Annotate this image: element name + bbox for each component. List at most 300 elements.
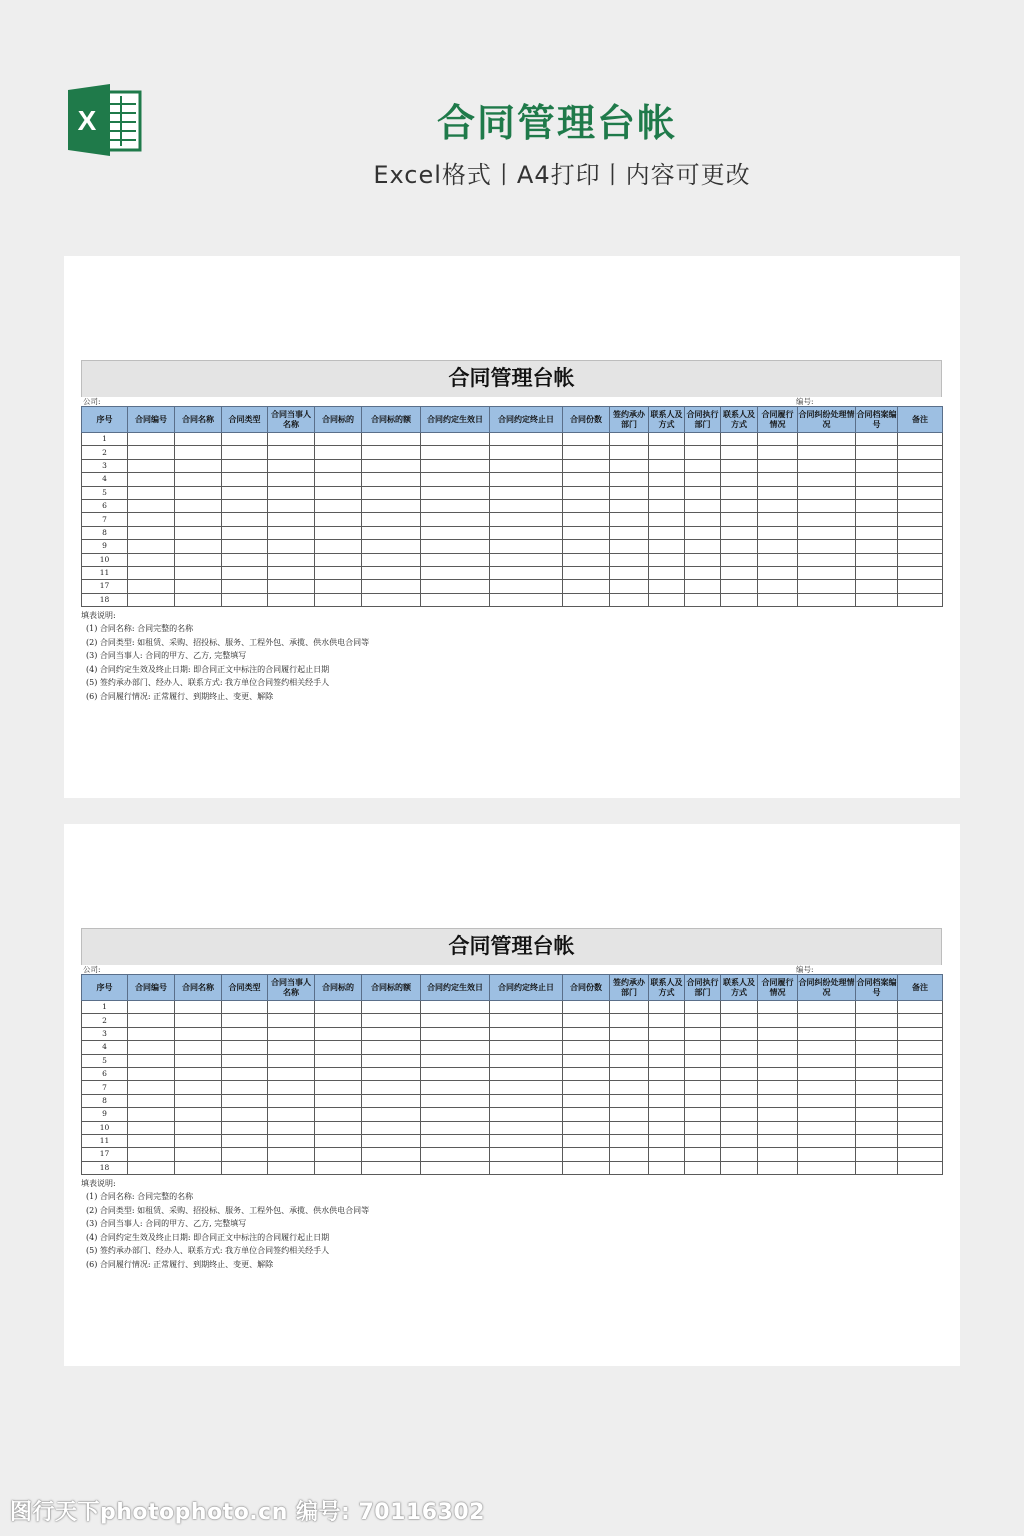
table-cell[interactable] (685, 1134, 721, 1147)
table-cell[interactable] (721, 1108, 758, 1121)
table-cell[interactable] (315, 446, 362, 459)
table-cell[interactable] (362, 1094, 421, 1107)
table-cell[interactable] (421, 433, 490, 446)
table-cell[interactable] (649, 1094, 685, 1107)
table-cell[interactable] (421, 1027, 490, 1040)
table-cell[interactable] (563, 513, 610, 526)
table-cell[interactable] (490, 446, 563, 459)
table-cell[interactable] (175, 433, 222, 446)
table-cell[interactable] (175, 1027, 222, 1040)
table-cell[interactable] (421, 1081, 490, 1094)
table-cell[interactable] (315, 553, 362, 566)
table-cell[interactable] (649, 473, 685, 486)
table-cell[interactable] (362, 593, 421, 606)
table-cell[interactable] (798, 1081, 856, 1094)
table-cell[interactable] (421, 553, 490, 566)
table-cell[interactable] (898, 526, 943, 539)
table-cell[interactable] (222, 1001, 268, 1014)
table-cell[interactable] (856, 1134, 898, 1147)
table-cell[interactable] (362, 1108, 421, 1121)
table-cell[interactable] (490, 1161, 563, 1174)
table-cell[interactable] (610, 513, 649, 526)
table-cell[interactable] (649, 1108, 685, 1121)
table-cell[interactable] (649, 526, 685, 539)
table-cell[interactable] (856, 1027, 898, 1040)
table-cell[interactable] (685, 566, 721, 579)
table-cell[interactable] (758, 540, 798, 553)
table-cell[interactable] (315, 513, 362, 526)
table-cell[interactable] (898, 499, 943, 512)
table-cell[interactable] (798, 526, 856, 539)
table-cell[interactable] (362, 499, 421, 512)
table-cell[interactable] (490, 1148, 563, 1161)
table-cell[interactable] (175, 1134, 222, 1147)
table-cell[interactable] (268, 580, 315, 593)
table-cell[interactable] (610, 1148, 649, 1161)
table-cell[interactable] (563, 486, 610, 499)
table-cell[interactable] (315, 1067, 362, 1080)
table-cell[interactable] (721, 1121, 758, 1134)
table-cell[interactable] (898, 1001, 943, 1014)
table-cell[interactable] (898, 1041, 943, 1054)
table-cell[interactable] (685, 1067, 721, 1080)
table-cell[interactable] (685, 580, 721, 593)
table-cell[interactable] (268, 540, 315, 553)
table-cell[interactable] (128, 540, 175, 553)
table-cell[interactable] (610, 433, 649, 446)
table-cell[interactable] (649, 580, 685, 593)
table-cell[interactable] (175, 566, 222, 579)
table-cell[interactable] (362, 459, 421, 472)
table-cell[interactable] (315, 526, 362, 539)
table-cell[interactable] (222, 1054, 268, 1067)
table-cell[interactable] (758, 593, 798, 606)
table-cell[interactable] (610, 1014, 649, 1027)
table-cell[interactable] (758, 1148, 798, 1161)
table-cell[interactable] (563, 1001, 610, 1014)
table-cell[interactable] (856, 459, 898, 472)
table-cell[interactable] (758, 1161, 798, 1174)
table-cell[interactable] (758, 1027, 798, 1040)
table-cell[interactable] (610, 1121, 649, 1134)
table-cell[interactable] (421, 1108, 490, 1121)
table-cell[interactable] (856, 433, 898, 446)
table-cell[interactable] (758, 566, 798, 579)
table-cell[interactable] (268, 1001, 315, 1014)
table-cell[interactable] (685, 486, 721, 499)
table-cell[interactable] (175, 1094, 222, 1107)
table-cell[interactable] (362, 1067, 421, 1080)
table-cell[interactable] (175, 593, 222, 606)
table-cell[interactable] (563, 446, 610, 459)
table-cell[interactable] (175, 526, 222, 539)
table-cell[interactable] (721, 1081, 758, 1094)
table-cell[interactable] (856, 1108, 898, 1121)
table-cell[interactable] (490, 1094, 563, 1107)
table-cell[interactable] (685, 1001, 721, 1014)
table-cell[interactable] (610, 1054, 649, 1067)
table-cell[interactable] (758, 446, 798, 459)
table-cell[interactable] (758, 473, 798, 486)
table-cell[interactable] (315, 1148, 362, 1161)
table-cell[interactable] (421, 499, 490, 512)
table-cell[interactable] (758, 1081, 798, 1094)
table-cell[interactable] (128, 1148, 175, 1161)
table-cell[interactable] (898, 1067, 943, 1080)
table-cell[interactable] (268, 1108, 315, 1121)
table-cell[interactable] (315, 1001, 362, 1014)
table-cell[interactable] (798, 486, 856, 499)
table-cell[interactable] (175, 1014, 222, 1027)
table-cell[interactable] (721, 1161, 758, 1174)
table-cell[interactable] (798, 459, 856, 472)
table-cell[interactable] (222, 1027, 268, 1040)
table-cell[interactable] (490, 1067, 563, 1080)
table-cell[interactable] (128, 1121, 175, 1134)
table-cell[interactable] (798, 540, 856, 553)
table-cell[interactable] (798, 1054, 856, 1067)
table-cell[interactable] (898, 433, 943, 446)
table-cell[interactable] (856, 446, 898, 459)
table-cell[interactable] (128, 473, 175, 486)
table-cell[interactable] (268, 1081, 315, 1094)
table-cell[interactable] (362, 513, 421, 526)
table-cell[interactable] (898, 553, 943, 566)
table-cell[interactable] (421, 1041, 490, 1054)
table-cell[interactable] (721, 540, 758, 553)
table-cell[interactable] (222, 526, 268, 539)
table-cell[interactable] (222, 513, 268, 526)
table-cell[interactable] (856, 1041, 898, 1054)
table-cell[interactable] (362, 433, 421, 446)
table-cell[interactable] (128, 1067, 175, 1080)
table-cell[interactable] (362, 553, 421, 566)
table-cell[interactable] (175, 1148, 222, 1161)
table-cell[interactable] (563, 473, 610, 486)
table-cell[interactable] (798, 1148, 856, 1161)
table-cell[interactable] (421, 566, 490, 579)
table-cell[interactable] (490, 1027, 563, 1040)
table-cell[interactable] (421, 1094, 490, 1107)
table-cell[interactable] (563, 1081, 610, 1094)
table-cell[interactable] (222, 540, 268, 553)
table-cell[interactable] (610, 1094, 649, 1107)
table-cell[interactable] (898, 1148, 943, 1161)
table-cell[interactable] (268, 499, 315, 512)
table-cell[interactable] (222, 580, 268, 593)
table-cell[interactable] (175, 513, 222, 526)
table-cell[interactable] (362, 1001, 421, 1014)
table-cell[interactable] (798, 446, 856, 459)
table-cell[interactable] (128, 1161, 175, 1174)
table-cell[interactable] (758, 580, 798, 593)
table-cell[interactable] (798, 580, 856, 593)
table-cell[interactable] (610, 553, 649, 566)
table-cell[interactable] (563, 1094, 610, 1107)
table-cell[interactable] (222, 499, 268, 512)
table-cell[interactable] (128, 1081, 175, 1094)
table-cell[interactable] (128, 566, 175, 579)
table-cell[interactable] (128, 526, 175, 539)
table-cell[interactable] (128, 499, 175, 512)
table-cell[interactable] (898, 1081, 943, 1094)
table-cell[interactable] (175, 1081, 222, 1094)
table-cell[interactable] (563, 526, 610, 539)
table-cell[interactable] (315, 1161, 362, 1174)
table-cell[interactable] (856, 1148, 898, 1161)
table-cell[interactable] (685, 1041, 721, 1054)
table-cell[interactable] (421, 446, 490, 459)
table-cell[interactable] (610, 1161, 649, 1174)
table-cell[interactable] (685, 1121, 721, 1134)
table-cell[interactable] (490, 433, 563, 446)
table-cell[interactable] (421, 1054, 490, 1067)
table-cell[interactable] (421, 1134, 490, 1147)
table-cell[interactable] (268, 1041, 315, 1054)
table-cell[interactable] (268, 1027, 315, 1040)
table-cell[interactable] (721, 1067, 758, 1080)
table-cell[interactable] (490, 593, 563, 606)
table-cell[interactable] (898, 1161, 943, 1174)
table-cell[interactable] (721, 1001, 758, 1014)
table-cell[interactable] (222, 1161, 268, 1174)
table-cell[interactable] (362, 1134, 421, 1147)
table-cell[interactable] (898, 446, 943, 459)
table-cell[interactable] (898, 593, 943, 606)
table-cell[interactable] (175, 553, 222, 566)
table-cell[interactable] (490, 499, 563, 512)
table-cell[interactable] (721, 513, 758, 526)
table-cell[interactable] (222, 1094, 268, 1107)
table-cell[interactable] (798, 1134, 856, 1147)
table-cell[interactable] (685, 1014, 721, 1027)
table-cell[interactable] (128, 1001, 175, 1014)
table-cell[interactable] (268, 593, 315, 606)
table-cell[interactable] (421, 1014, 490, 1027)
table-cell[interactable] (175, 1121, 222, 1134)
table-cell[interactable] (421, 593, 490, 606)
table-cell[interactable] (362, 1054, 421, 1067)
table-cell[interactable] (798, 1094, 856, 1107)
table-cell[interactable] (563, 1027, 610, 1040)
table-cell[interactable] (175, 499, 222, 512)
table-cell[interactable] (649, 513, 685, 526)
table-cell[interactable] (490, 459, 563, 472)
table-cell[interactable] (362, 580, 421, 593)
table-cell[interactable] (268, 553, 315, 566)
table-cell[interactable] (610, 473, 649, 486)
table-cell[interactable] (421, 1148, 490, 1161)
table-cell[interactable] (856, 1001, 898, 1014)
table-cell[interactable] (563, 540, 610, 553)
table-cell[interactable] (856, 580, 898, 593)
table-cell[interactable] (268, 566, 315, 579)
table-cell[interactable] (421, 1121, 490, 1134)
table-cell[interactable] (758, 1134, 798, 1147)
table-cell[interactable] (268, 1054, 315, 1067)
table-cell[interactable] (490, 1054, 563, 1067)
table-cell[interactable] (315, 1054, 362, 1067)
table-cell[interactable] (563, 499, 610, 512)
table-cell[interactable] (175, 1067, 222, 1080)
table-cell[interactable] (898, 1027, 943, 1040)
table-cell[interactable] (563, 1134, 610, 1147)
table-cell[interactable] (649, 1041, 685, 1054)
table-cell[interactable] (222, 473, 268, 486)
table-cell[interactable] (222, 1067, 268, 1080)
table-cell[interactable] (685, 499, 721, 512)
table-cell[interactable] (856, 566, 898, 579)
table-cell[interactable] (268, 486, 315, 499)
table-cell[interactable] (685, 1108, 721, 1121)
table-cell[interactable] (315, 1041, 362, 1054)
table-cell[interactable] (898, 459, 943, 472)
table-cell[interactable] (649, 433, 685, 446)
table-cell[interactable] (128, 1094, 175, 1107)
table-cell[interactable] (610, 540, 649, 553)
table-cell[interactable] (490, 513, 563, 526)
table-cell[interactable] (856, 1014, 898, 1027)
table-cell[interactable] (685, 473, 721, 486)
table-cell[interactable] (490, 473, 563, 486)
table-cell[interactable] (798, 566, 856, 579)
table-cell[interactable] (315, 1094, 362, 1107)
table-cell[interactable] (685, 526, 721, 539)
table-cell[interactable] (563, 1054, 610, 1067)
table-cell[interactable] (175, 1001, 222, 1014)
table-cell[interactable] (490, 580, 563, 593)
table-cell[interactable] (610, 459, 649, 472)
table-cell[interactable] (610, 1001, 649, 1014)
table-cell[interactable] (421, 1067, 490, 1080)
table-cell[interactable] (721, 499, 758, 512)
table-cell[interactable] (421, 486, 490, 499)
table-cell[interactable] (175, 486, 222, 499)
table-cell[interactable] (315, 433, 362, 446)
table-cell[interactable] (649, 1161, 685, 1174)
table-cell[interactable] (758, 1067, 798, 1080)
table-cell[interactable] (758, 1121, 798, 1134)
table-cell[interactable] (222, 1014, 268, 1027)
table-cell[interactable] (685, 1027, 721, 1040)
table-cell[interactable] (175, 473, 222, 486)
table-cell[interactable] (128, 593, 175, 606)
table-cell[interactable] (563, 593, 610, 606)
table-cell[interactable] (268, 526, 315, 539)
table-cell[interactable] (798, 1161, 856, 1174)
table-cell[interactable] (128, 459, 175, 472)
table-cell[interactable] (490, 526, 563, 539)
table-cell[interactable] (315, 1108, 362, 1121)
table-cell[interactable] (721, 459, 758, 472)
table-cell[interactable] (175, 1108, 222, 1121)
table-cell[interactable] (898, 566, 943, 579)
table-cell[interactable] (685, 1081, 721, 1094)
table-cell[interactable] (649, 459, 685, 472)
table-cell[interactable] (222, 566, 268, 579)
table-cell[interactable] (362, 540, 421, 553)
table-cell[interactable] (222, 486, 268, 499)
table-cell[interactable] (798, 1014, 856, 1027)
table-cell[interactable] (610, 1067, 649, 1080)
table-cell[interactable] (268, 459, 315, 472)
table-cell[interactable] (721, 446, 758, 459)
table-cell[interactable] (315, 1134, 362, 1147)
table-cell[interactable] (721, 1014, 758, 1027)
table-cell[interactable] (222, 1108, 268, 1121)
table-cell[interactable] (490, 1014, 563, 1027)
table-cell[interactable] (898, 1108, 943, 1121)
table-cell[interactable] (563, 1014, 610, 1027)
table-cell[interactable] (798, 1041, 856, 1054)
table-cell[interactable] (649, 1001, 685, 1014)
table-cell[interactable] (856, 1081, 898, 1094)
table-cell[interactable] (222, 459, 268, 472)
table-cell[interactable] (856, 1054, 898, 1067)
table-cell[interactable] (856, 1161, 898, 1174)
table-cell[interactable] (649, 1054, 685, 1067)
table-cell[interactable] (798, 1027, 856, 1040)
table-cell[interactable] (128, 1054, 175, 1067)
table-cell[interactable] (758, 553, 798, 566)
table-cell[interactable] (268, 1121, 315, 1134)
table-cell[interactable] (128, 1108, 175, 1121)
table-cell[interactable] (222, 1041, 268, 1054)
table-cell[interactable] (758, 1041, 798, 1054)
table-cell[interactable] (798, 593, 856, 606)
table-cell[interactable] (490, 566, 563, 579)
table-cell[interactable] (315, 459, 362, 472)
table-cell[interactable] (898, 1054, 943, 1067)
table-cell[interactable] (856, 1067, 898, 1080)
table-cell[interactable] (856, 513, 898, 526)
table-cell[interactable] (490, 1001, 563, 1014)
table-cell[interactable] (490, 1134, 563, 1147)
table-cell[interactable] (685, 433, 721, 446)
table-cell[interactable] (222, 446, 268, 459)
table-cell[interactable] (490, 1081, 563, 1094)
table-cell[interactable] (649, 593, 685, 606)
table-cell[interactable] (268, 1134, 315, 1147)
table-cell[interactable] (421, 526, 490, 539)
table-cell[interactable] (128, 433, 175, 446)
table-cell[interactable] (315, 1081, 362, 1094)
table-cell[interactable] (222, 433, 268, 446)
table-cell[interactable] (898, 473, 943, 486)
table-cell[interactable] (898, 1121, 943, 1134)
table-cell[interactable] (649, 499, 685, 512)
table-cell[interactable] (856, 1121, 898, 1134)
table-cell[interactable] (610, 486, 649, 499)
table-cell[interactable] (758, 459, 798, 472)
table-cell[interactable] (362, 473, 421, 486)
table-cell[interactable] (128, 513, 175, 526)
table-cell[interactable] (758, 526, 798, 539)
table-cell[interactable] (649, 540, 685, 553)
table-cell[interactable] (798, 553, 856, 566)
table-cell[interactable] (649, 1067, 685, 1080)
table-cell[interactable] (685, 1094, 721, 1107)
table-cell[interactable] (315, 540, 362, 553)
table-cell[interactable] (421, 1001, 490, 1014)
table-cell[interactable] (128, 1041, 175, 1054)
table-cell[interactable] (721, 1027, 758, 1040)
table-cell[interactable] (315, 1014, 362, 1027)
table-cell[interactable] (758, 1014, 798, 1027)
table-cell[interactable] (898, 1014, 943, 1027)
table-cell[interactable] (268, 433, 315, 446)
table-cell[interactable] (490, 553, 563, 566)
